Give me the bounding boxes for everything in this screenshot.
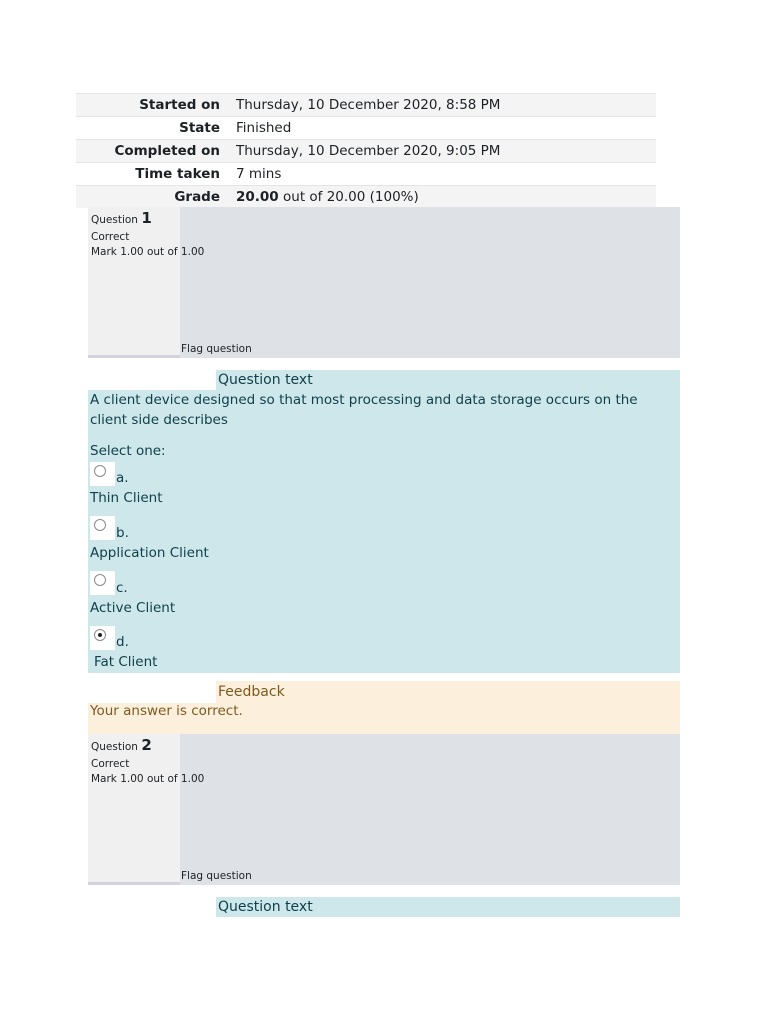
option-a-radio[interactable]: [90, 462, 115, 486]
radio-selected-dot: [98, 633, 102, 637]
summary-label: Completed on: [76, 140, 228, 163]
question-state: Correct: [91, 758, 130, 770]
question-1-info: [88, 207, 680, 358]
summary-value: 7 mins: [228, 163, 656, 186]
summary-value: Thursday, 10 December 2020, 9:05 PM: [228, 140, 656, 163]
question-number: [91, 736, 152, 754]
summary-value: [228, 186, 656, 209]
summary-value: Finished: [228, 117, 656, 140]
feedback-box: [88, 703, 680, 734]
question-number-value: 2: [141, 736, 152, 754]
question-1-body: [88, 390, 680, 673]
option-d-letter: d.: [116, 634, 129, 650]
attempt-summary-table: [76, 93, 656, 208]
summary-row-completed: [76, 140, 656, 163]
summary-value: Thursday, 10 December 2020, 8:58 PM: [228, 94, 656, 117]
feedback-heading-label: Feedback: [218, 684, 285, 700]
flag-question-link[interactable]: Flag question: [181, 343, 252, 355]
summary-label: Time taken: [76, 163, 228, 186]
radio-circle: [94, 629, 106, 641]
question-number: [91, 209, 152, 227]
option-b-letter: b.: [116, 525, 129, 541]
grade-rest: out of 20.00 (100%): [283, 189, 419, 205]
question-text-heading-label: Question text: [218, 899, 313, 915]
question-info-card: [88, 734, 205, 885]
option-c-letter: c.: [116, 580, 128, 596]
summary-row-started: [76, 94, 656, 117]
option-a-label[interactable]: Thin Client: [90, 490, 163, 506]
option-c-radio[interactable]: [90, 571, 115, 595]
question-mark: Mark 1.00 out of 1.00: [91, 246, 205, 258]
option-b-label[interactable]: Application Client: [90, 545, 209, 561]
feedback-text: Your answer is correct.: [90, 703, 243, 719]
summary-label: State: [76, 117, 228, 140]
question-number-value: 1: [141, 209, 152, 227]
option-b-radio[interactable]: [90, 516, 115, 540]
summary-label: Grade: [76, 186, 228, 209]
summary-row-time-taken: [76, 163, 656, 186]
question-text-heading: [216, 897, 680, 917]
radio-circle: [94, 574, 106, 586]
option-a-letter: a.: [116, 470, 129, 486]
summary-row-state: [76, 117, 656, 140]
feedback-heading: [216, 681, 680, 703]
question-text-heading-label: Question text: [218, 372, 313, 388]
question-info-card: [88, 207, 205, 358]
radio-circle: [94, 465, 106, 477]
question-2-info: [88, 734, 680, 885]
option-c-label[interactable]: Active Client: [90, 600, 176, 616]
question-mark: Mark 1.00 out of 1.00: [91, 773, 205, 785]
question-text-heading: [216, 370, 680, 390]
question-state: Correct: [91, 231, 130, 243]
option-d-label[interactable]: Fat Client: [94, 654, 158, 670]
question-prefix: Question: [91, 741, 138, 753]
summary-label: Started on: [76, 94, 228, 117]
grade-score: 20.00: [236, 189, 279, 205]
flag-question-link[interactable]: Flag question: [181, 870, 252, 882]
select-one-label: Select one:: [90, 443, 166, 459]
radio-circle: [94, 519, 106, 531]
question-prompt: A client device designed so that most processing and data storage occurs on the client side describes: [90, 392, 638, 428]
option-d-radio[interactable]: [90, 626, 115, 650]
question-prefix: Question: [91, 214, 138, 226]
summary-row-grade: [76, 186, 656, 209]
